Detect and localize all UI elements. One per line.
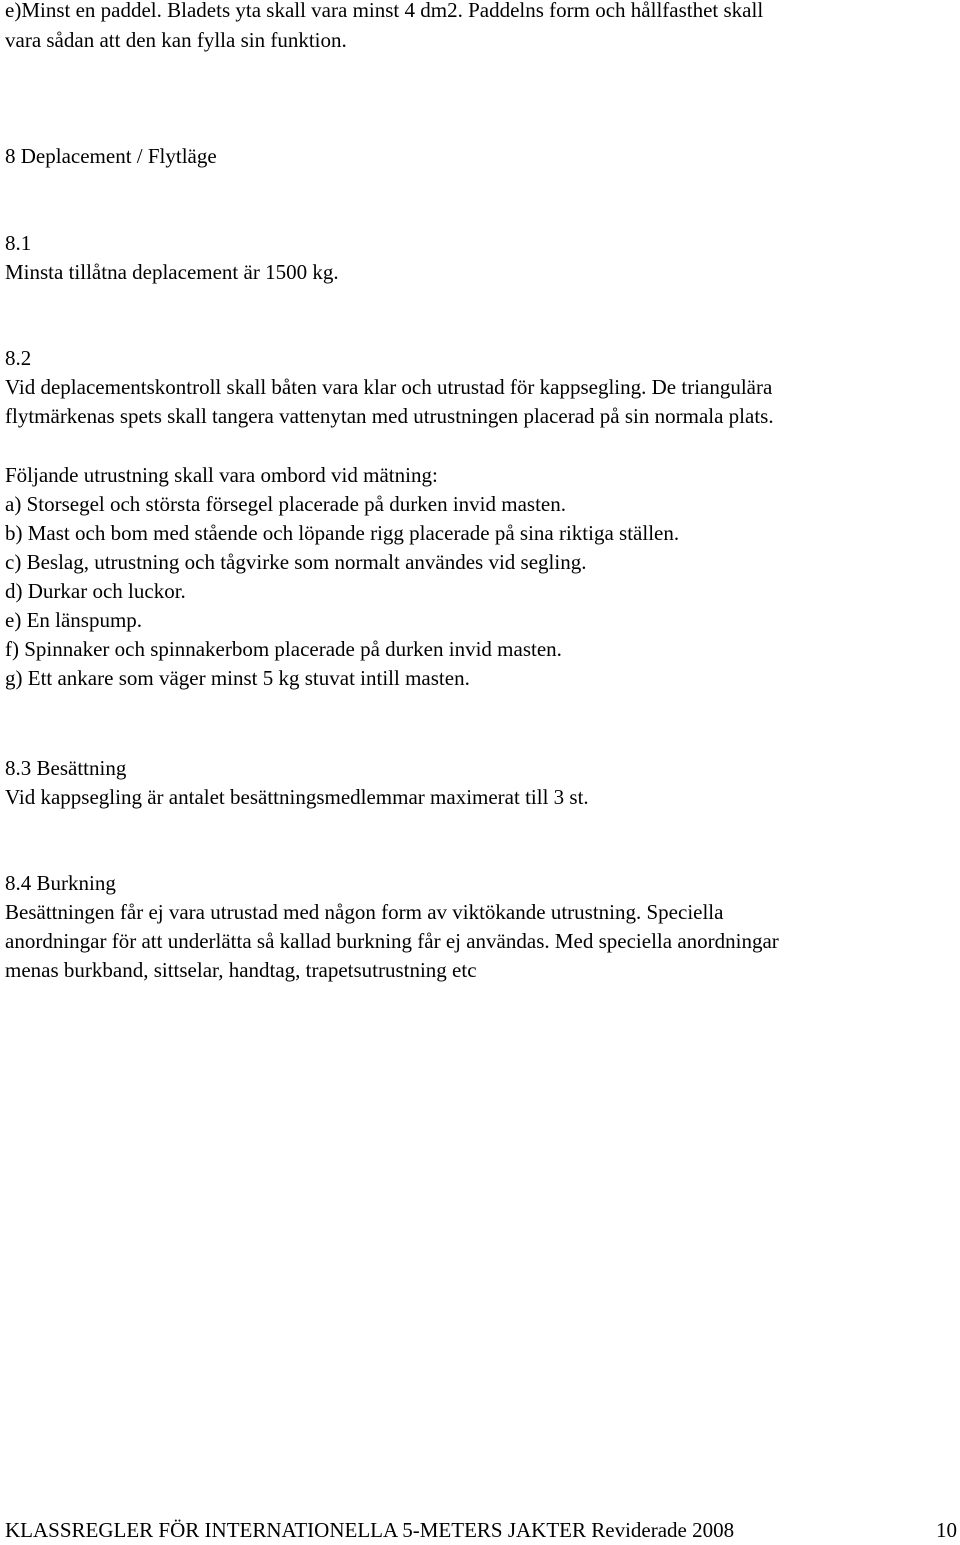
- equipment-item-c: c) Beslag, utrustning och tågvirke som normalt användes vid segling.: [5, 550, 587, 574]
- section-8-4-heading: 8.4 Burkning: [5, 871, 116, 895]
- equipment-item-e: e) En länspump.: [5, 608, 143, 632]
- equipment-item-d: d) Durkar och luckor.: [5, 579, 186, 603]
- section-8-3-text: Vid kappsegling är antalet besättningsmedlemmar maximerat till 3 st.: [5, 785, 589, 809]
- continuation-line-1: e)Minst en paddel. Bladets yta skall vara minst 4 dm2. Paddelns form och hållfasthet skall: [5, 0, 764, 22]
- section-8-2-line-1: Vid deplacementskontroll skall båten vara klar och utrustad för kappsegling. De triangulära: [5, 375, 773, 399]
- section-8-4-line-3: menas burkband, sittselar, handtag, trapetsutrustning etc: [5, 958, 477, 982]
- section-8-heading: 8 Deplacement / Flytläge: [5, 144, 217, 168]
- section-8-4-line-1: Besättningen får ej vara utrustad med någon form av viktökande utrustning. Speciella: [5, 900, 724, 924]
- section-8-1-number: 8.1: [5, 231, 32, 255]
- equipment-item-g: g) Ett ankare som väger minst 5 kg stuvat intill masten.: [5, 666, 470, 690]
- equipment-item-f: f) Spinnaker och spinnakerbom placerade på durken invid masten.: [5, 637, 562, 661]
- section-8-2-number: 8.2: [5, 346, 32, 370]
- section-8-2-line-2: flytmärkenas spets skall tangera vattenytan med utrustningen placerad på sin normala plats.: [5, 404, 774, 428]
- footer-title: KLASSREGLER FÖR INTERNATIONELLA 5-METERS JAKTER Reviderade 2008: [5, 1518, 735, 1542]
- continuation-line-2: vara sådan att den kan fylla sin funktion.: [5, 28, 347, 52]
- equipment-intro: Följande utrustning skall vara ombord vid mätning:: [5, 463, 438, 487]
- page-number: 10: [936, 1518, 957, 1542]
- section-8-1-text: Minsta tillåtna deplacement är 1500 kg.: [5, 260, 339, 284]
- equipment-item-a: a) Storsegel och största försegel placerade på durken invid masten.: [5, 492, 566, 516]
- section-8-4-line-2: anordningar för att underlätta så kallad burkning får ej användas. Med speciella anordningar: [5, 929, 779, 953]
- section-8-3-heading: 8.3 Besättning: [5, 756, 127, 780]
- equipment-item-b: b) Mast och bom med stående och löpande rigg placerade på sina riktiga ställen.: [5, 521, 680, 545]
